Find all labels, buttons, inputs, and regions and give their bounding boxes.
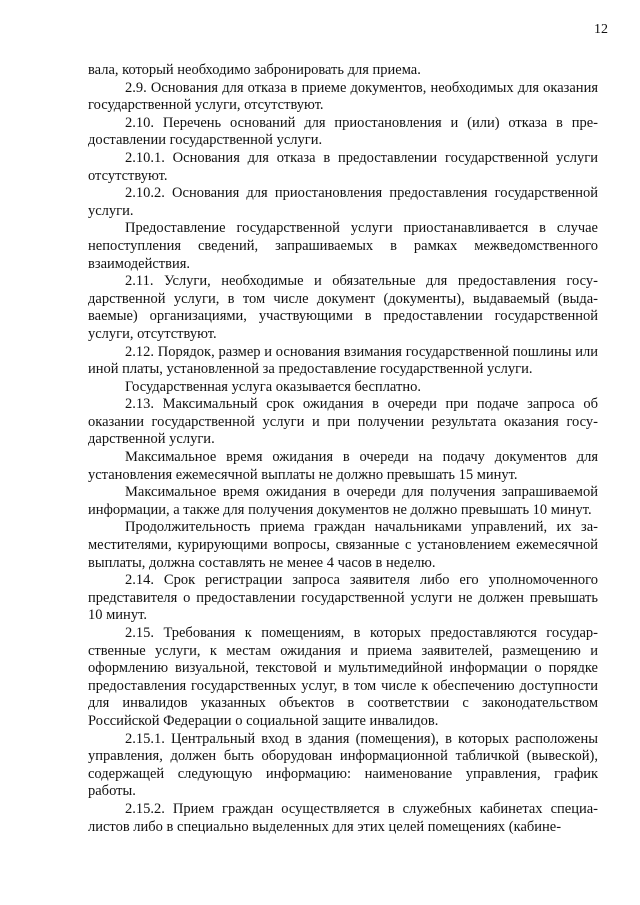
- paragraph-reception-hours: Продолжительность приема граждан начальниками управлений, их заместителями, курирующими вопросы, связанные с установлением ежемесячной выплаты, должна составлять не менее 4 часов в неделю.: [88, 519, 598, 571]
- page-number: 12: [594, 22, 608, 37]
- paragraph-wait-15-min: Максимальное время ожидания в очереди на подачу документов для установления ежемесячной выплаты не должно превышать 15 минут.: [88, 449, 598, 483]
- paragraph-2-14: 2.14. Срок регистрации запроса заявителя либо его уполномоченного представителя о предоставлении государственной услуги не должен превышать 10 минут.: [88, 572, 598, 624]
- paragraph-2-15-1: 2.15.1. Центральный вход в здания (помещения), в которых расположены управления, должен быть оборудован информационной табличкой (вывеской), содержащей следующую информацию: наименование управления, график работы.: [88, 730, 598, 800]
- paragraph-2-13: 2.13. Максимальный срок ожидания в очереди при подаче запроса об оказании государственной услуги и при получении результата оказания государственной услуги.: [88, 396, 598, 448]
- paragraph-2-9: 2.9. Основания для отказа в приеме документов, необходимых для оказания государственной услуги, отсутствуют.: [88, 79, 598, 114]
- document-body: [88, 62, 598, 836]
- paragraph-continuation: вала, который необходимо забронировать для приема.: [88, 62, 421, 78]
- paragraph-2-12: 2.12. Порядок, размер и основания взимания государственной пошлины или иной платы, установленной за предоставление государственной услуги.: [88, 343, 598, 378]
- paragraph-wait-10-min: Максимальное время ожидания в очереди для получения запрашиваемой информации, а также для получения документов не должно превышать 10 минут.: [88, 484, 598, 518]
- paragraph-2-10-2: 2.10.2. Основания для приостановления предоставления государственной услуги.: [88, 185, 598, 219]
- paragraph-free-service: Государственная услуга оказывается бесплатно.: [125, 378, 421, 395]
- paragraph-2-15-2: 2.15.2. Прием граждан осуществляется в служебных кабинетах специалистов либо в специально выделенных для этих целей помещениях (кабине-: [88, 800, 598, 835]
- paragraph-2-11: 2.11. Услуги, необходимые и обязательные для предоставления государственной услуги, в том числе документ (документы), выдаваемый (выдаваемые) организациями, участвующими в предоставлении государственной услуги, отсутствуют.: [88, 273, 598, 342]
- paragraph-2-10: 2.10. Перечень оснований для приостановления и (или) отказа в предоставлении государственной услуги.: [88, 114, 598, 149]
- paragraph-suspension: Предоставление государственной услуги приостанавливается в случае непоступления сведений, запрашиваемых в рамках межведомственного взаимодействия.: [88, 220, 598, 272]
- paragraph-2-10-1: 2.10.1. Основания для отказа в предоставлении государственной услуги отсутствуют.: [88, 149, 598, 184]
- paragraph-2-15: 2.15. Требования к помещениям, в которых предоставляются государственные услуги, к местам ожидания и приема заявителей, размещению и оформлению визуальной, текстовой и мультимедийной информации о порядке предоставления государственных услуг, в том числе к обеспечению доступности для инвалидов указанных объектов в соответствии с законодательством Российской Федерации о социальной защите инвалидов.: [88, 625, 598, 729]
